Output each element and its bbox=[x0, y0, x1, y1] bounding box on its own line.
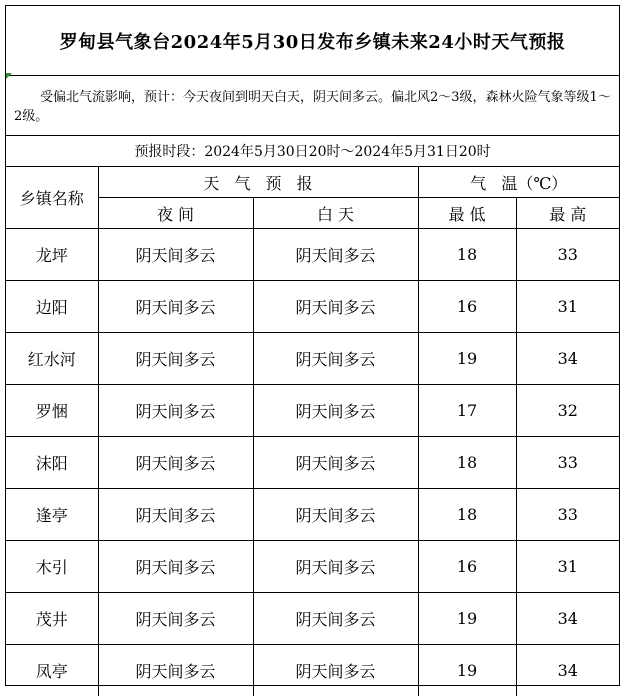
table-row bbox=[6, 593, 619, 645]
table-row bbox=[6, 281, 619, 333]
cell-day: 阴天间多云 bbox=[253, 489, 418, 541]
header-min: 最 低 bbox=[418, 198, 516, 229]
cell-town: 凤亭 bbox=[6, 645, 98, 696]
cell-max: 34 bbox=[516, 333, 619, 385]
cell-day: 阴天间多云 bbox=[253, 385, 418, 437]
cell-night: 阴天间多云 bbox=[98, 645, 253, 696]
cell-min: 18 bbox=[418, 229, 516, 281]
forecast-period: 预报时段：2024年5月30日20时～2024年5月31日20时 bbox=[6, 136, 619, 167]
header-weather: 天 气 预 报 bbox=[98, 167, 418, 198]
header-town: 乡镇名称 bbox=[6, 167, 98, 229]
cell-day: 阴天间多云 bbox=[253, 541, 418, 593]
cell-min: 18 bbox=[418, 489, 516, 541]
document-title: 罗甸县气象台2024年5月30日发布乡镇未来24小时天气预报 bbox=[6, 6, 619, 76]
cell-min: 17 bbox=[418, 385, 516, 437]
cell-max: 31 bbox=[516, 541, 619, 593]
cell-night: 阴天间多云 bbox=[98, 437, 253, 489]
cell-max: 34 bbox=[516, 645, 619, 696]
cell-day: 阴天间多云 bbox=[253, 229, 418, 281]
forecast-table bbox=[6, 167, 619, 696]
cell-max: 33 bbox=[516, 437, 619, 489]
table-row bbox=[6, 645, 619, 696]
table-row bbox=[6, 333, 619, 385]
table-subheader-row bbox=[6, 198, 619, 229]
cell-night: 阴天间多云 bbox=[98, 229, 253, 281]
cell-day: 阴天间多云 bbox=[253, 593, 418, 645]
cell-night: 阴天间多云 bbox=[98, 489, 253, 541]
cell-town: 逢亭 bbox=[6, 489, 98, 541]
cell-day: 阴天间多云 bbox=[253, 281, 418, 333]
cell-max: 33 bbox=[516, 489, 619, 541]
cell-town: 沫阳 bbox=[6, 437, 98, 489]
cell-night: 阴天间多云 bbox=[98, 281, 253, 333]
header-max: 最 高 bbox=[516, 198, 619, 229]
cell-max: 34 bbox=[516, 593, 619, 645]
cell-night: 阴天间多云 bbox=[98, 385, 253, 437]
cell-min: 19 bbox=[418, 333, 516, 385]
cell-min: 16 bbox=[418, 541, 516, 593]
forecast-summary: 受偏北气流影响，预计：今天夜间到明天白天，阴天间多云。偏北风2～3级，森林火险气象等级1～2级。 bbox=[6, 76, 619, 136]
cell-max: 31 bbox=[516, 281, 619, 333]
cell-night: 阴天间多云 bbox=[98, 333, 253, 385]
cell-day: 阴天间多云 bbox=[253, 645, 418, 696]
cell-town: 龙坪 bbox=[6, 229, 98, 281]
table-row bbox=[6, 229, 619, 281]
table-row bbox=[6, 385, 619, 437]
header-day: 白 天 bbox=[253, 198, 418, 229]
cell-min: 19 bbox=[418, 593, 516, 645]
cell-min: 19 bbox=[418, 645, 516, 696]
forecast-sheet bbox=[5, 5, 620, 686]
table-row bbox=[6, 437, 619, 489]
cell-max: 33 bbox=[516, 229, 619, 281]
table-header-row bbox=[6, 167, 619, 198]
cell-night: 阴天间多云 bbox=[98, 593, 253, 645]
cell-max: 32 bbox=[516, 385, 619, 437]
header-temperature: 气 温（℃） bbox=[418, 167, 619, 198]
cell-town: 罗悃 bbox=[6, 385, 98, 437]
cell-town: 茂井 bbox=[6, 593, 98, 645]
cell-night: 阴天间多云 bbox=[98, 541, 253, 593]
table-row bbox=[6, 541, 619, 593]
cell-min: 18 bbox=[418, 437, 516, 489]
cell-town: 红水河 bbox=[6, 333, 98, 385]
cell-town: 边阳 bbox=[6, 281, 98, 333]
header-night: 夜 间 bbox=[98, 198, 253, 229]
cell-day: 阴天间多云 bbox=[253, 333, 418, 385]
cell-day: 阴天间多云 bbox=[253, 437, 418, 489]
cell-town: 木引 bbox=[6, 541, 98, 593]
cell-min: 16 bbox=[418, 281, 516, 333]
table-row bbox=[6, 489, 619, 541]
